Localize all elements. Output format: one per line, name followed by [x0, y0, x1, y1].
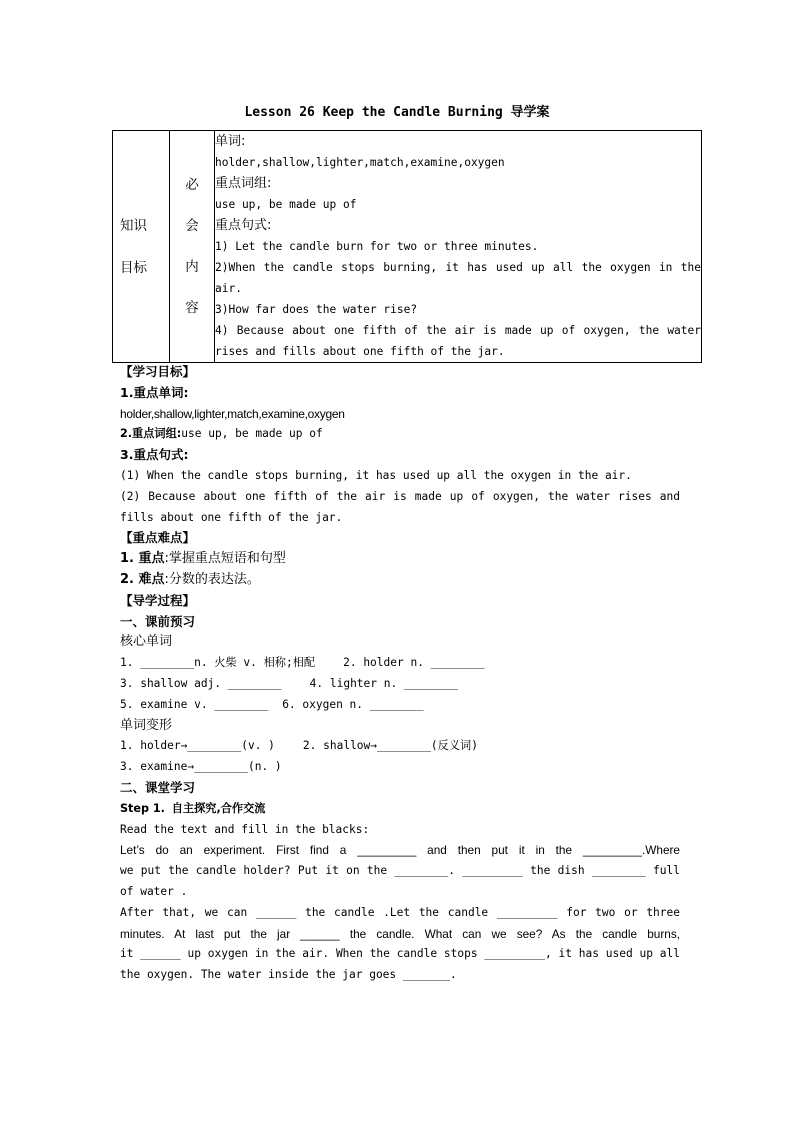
- vocab-5: 5. examine v. ________: [120, 697, 269, 711]
- vocab-4: 4. lighter n. ________: [309, 676, 458, 690]
- sentence-2a: (2) Because about one fifth of the air is made up of oxygen, the water rises and: [120, 489, 680, 503]
- instruction-line: Read the text and fill in the blacks:: [120, 822, 370, 836]
- col2-text-1: 必: [185, 176, 199, 193]
- words-label: 1.重点单词:: [120, 384, 189, 400]
- col2-text-2: 会: [185, 217, 199, 234]
- worksheet-body: [120, 362, 680, 986]
- part2-heading: 二、课堂学习: [120, 779, 196, 795]
- table-cell-knowledge-goal: [113, 131, 170, 363]
- phrases-text: use up, be made up of: [181, 427, 323, 441]
- form-2: 2. shallow→________(反义词): [302, 739, 478, 753]
- step-label: Step 1.: [120, 801, 165, 815]
- content-line: use up, be made up of: [215, 198, 357, 211]
- content-line: rises and fills about one fifth of the jar.: [215, 345, 505, 358]
- content-line: 单词:: [215, 134, 246, 149]
- col1-text-1: 知识: [120, 217, 147, 234]
- sentence-1: (1) When the candle stops burning, it has used up all the oxygen in the air.: [120, 468, 632, 482]
- col2-text-3: 内: [185, 258, 199, 275]
- difficulty-label: 2. 难点: [120, 571, 165, 587]
- section-header-difficulties: 【重点难点】: [120, 530, 196, 546]
- passage-line-3: of water .: [120, 884, 188, 898]
- key-point-line: [120, 549, 680, 570]
- phrases-line: [120, 424, 680, 445]
- form-row-2: [120, 757, 680, 778]
- page-title: Lesson 26 Keep the Candle Burning 导学案: [244, 105, 550, 120]
- core-words-heading: 核心单词: [120, 634, 173, 650]
- content-line: 2)When the candle stops burning, it has used up all the oxygen in the: [215, 261, 701, 274]
- form-3: 3. examine→________(n. ): [120, 760, 282, 774]
- vocab-6: 6. oxygen n. ________: [282, 697, 424, 711]
- vocab-row-3: [120, 695, 680, 716]
- key-point-text: :掌握重点短语和句型: [164, 551, 286, 567]
- difficulty-text: :分数的表达法。: [164, 571, 260, 587]
- vocab-1: 1. ________n. 火柴 v. 相称;相配: [120, 656, 316, 670]
- content-line: 4) Because about one fifth of the air is made up of oxygen, the water: [215, 324, 701, 337]
- passage-line-5: minutes. At last put the jar ______ the candle. What can we see? As the candle burns,: [120, 926, 680, 941]
- words-list: holder,shallow,lighter,match,examine,oxygen: [120, 406, 345, 421]
- part1-heading: 一、课前预习: [120, 613, 196, 629]
- passage-line-6: it ______ up oxygen in the air. When the candle stops _________, it has used up all: [120, 947, 680, 961]
- col1-text-2: 目标: [120, 259, 147, 276]
- sentences-label: 3.重点句式:: [120, 447, 189, 463]
- step-line: [120, 799, 680, 820]
- content-line: 重点词组:: [215, 176, 272, 191]
- key-point-label: 1. 重点: [120, 551, 165, 567]
- content-line: air.: [215, 282, 242, 295]
- vocab-row-1: [120, 653, 680, 674]
- section-header-process: 【导学过程】: [120, 592, 196, 608]
- passage-line-2: we put the candle holder? Put it on the ________. _________ the dish ________ full: [120, 864, 680, 878]
- vocab-3: 3. shallow adj. ________: [120, 676, 282, 690]
- passage-line-4: After that, we can ______ the candle .Let the candle _________ for two or three: [120, 905, 680, 919]
- vocab-row-2: [120, 674, 680, 695]
- form-row-1: [120, 736, 680, 757]
- step-text: 自主探究,合作交流: [171, 801, 266, 815]
- word-forms-heading: 单词变形: [120, 717, 173, 733]
- passage-line-7: the oxygen. The water inside the jar goes _______.: [120, 968, 457, 982]
- difficulty-line: [120, 570, 680, 591]
- passage-line-1: Let’s do an experiment. First find a _________ and then put it in the _________.Where: [120, 843, 680, 858]
- vocab-2: 2. holder n. ________: [343, 656, 485, 670]
- section-header-goals: 【学习目标】: [120, 364, 196, 379]
- content-line: 3)How far does the water rise?: [215, 303, 418, 316]
- sentence-2b: fills about one fifth of the jar.: [120, 510, 343, 524]
- table-cell-content: [215, 131, 702, 363]
- content-line: 重点句式:: [215, 218, 272, 233]
- content-line: holder,shallow,lighter,match,examine,oxygen: [215, 156, 505, 169]
- form-1: 1. holder→________(v. ): [120, 739, 275, 753]
- phrases-label: 2.重点词组:: [120, 427, 182, 441]
- knowledge-goals-table: [112, 130, 702, 363]
- content-line: 1) Let the candle burn for two or three minutes.: [215, 240, 539, 253]
- col2-text-4: 容: [185, 299, 199, 316]
- table-cell-required-content: [170, 131, 215, 363]
